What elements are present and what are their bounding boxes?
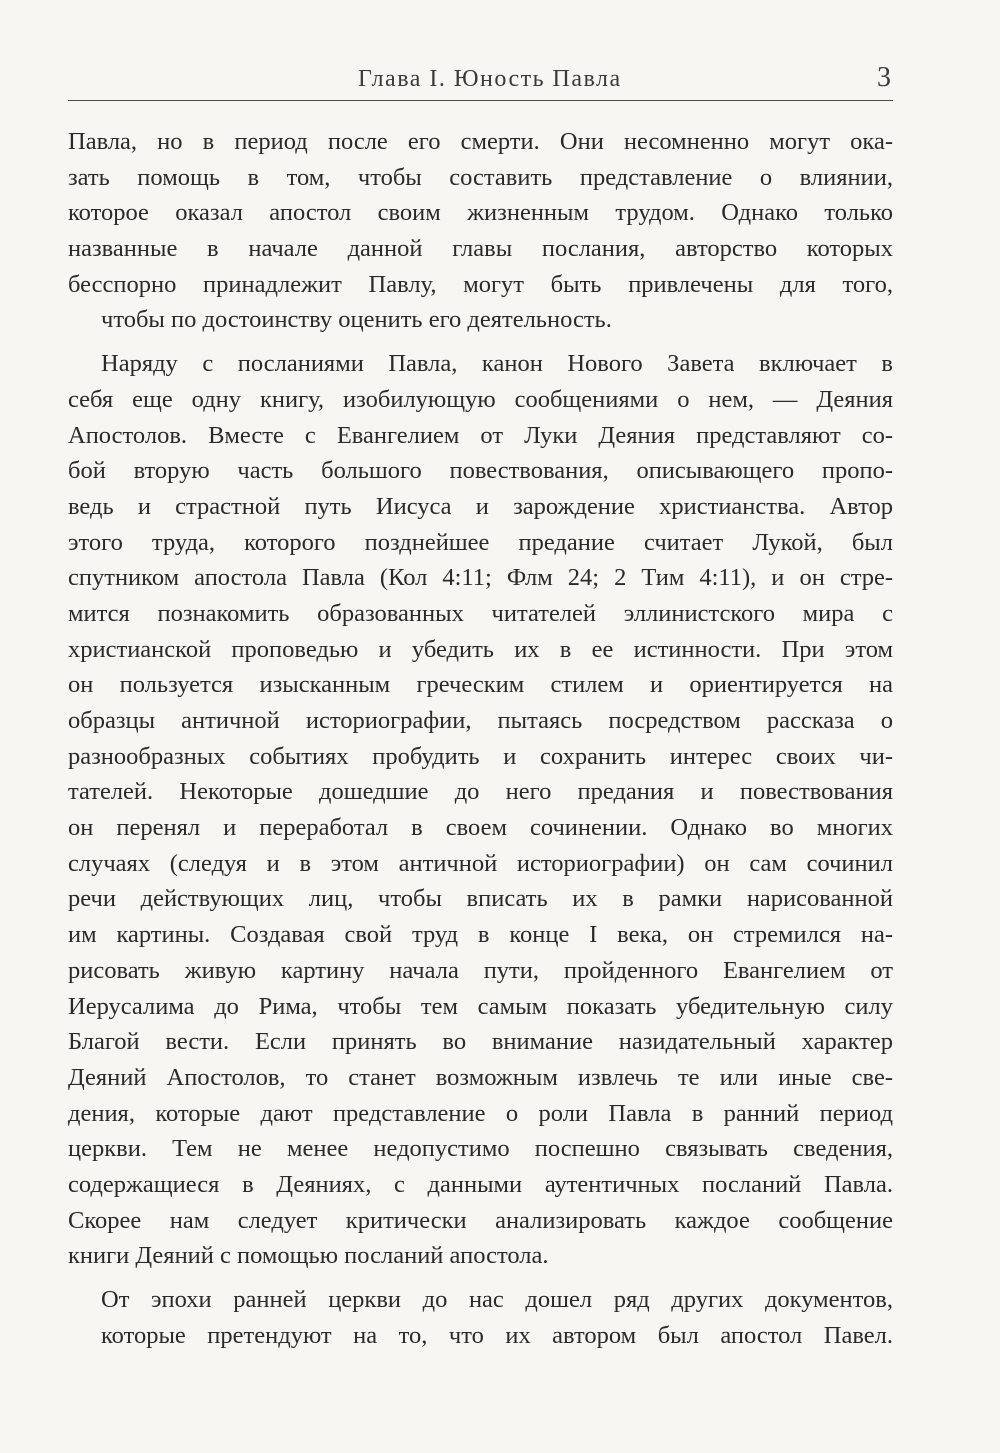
text-line: Наряду с посланиями Павла, канон Нового Завета включает в — [101, 350, 893, 378]
text-line: Скорее нам следует критически анализировать каждое сообщение — [68, 1206, 893, 1234]
text-line: рисовать живую картину начала пути, пройденного Евангелием от — [68, 956, 893, 984]
text-line: мится познакомить образованных читателей эллинистского мира с — [68, 599, 893, 627]
text-line: Павла, но в период после его смерти. Они несомненно могут ока- — [68, 128, 893, 155]
text-line: он пользуется изысканным греческим стилем и ориентируется на — [68, 671, 893, 699]
text-line: Благой вести. Если принять во внимание назидательный характер — [68, 1028, 893, 1056]
paragraph-1 — [68, 124, 893, 338]
text-line: содержащиеся в Деяниях, с данными аутентичных посланий Павла. — [68, 1170, 893, 1198]
text-line: Апостолов. Вместе с Евангелием от Луки Деяния представляют со- — [68, 421, 893, 449]
text-line: бесспорно принадлежит Павлу, могут быть привлечены для того, — [68, 270, 893, 298]
running-title: Глава I. Юность Павла — [358, 66, 622, 92]
text-line: церкви. Тем не менее недопустимо поспешно связывать сведения, — [68, 1135, 893, 1163]
text-line: Деяний Апостолов, то станет возможным извлечь те или иные све- — [68, 1063, 893, 1091]
text-line: чтобы по достоинству оценить его деятельность. — [101, 306, 612, 334]
text-line: образцы античной историографии, пытаясь посредством рассказа о — [68, 707, 893, 734]
text-line: он перенял и переработал в своем сочинении. Однако во многих — [68, 814, 893, 842]
text-line: спутником апостола Павла (Кол 4:11; Флм 24; 2 Тим 4:11), и он стре- — [68, 564, 893, 592]
text-body — [68, 124, 893, 1361]
page-number: 3 — [877, 62, 891, 93]
text-line: им картины. Создавая свой труд в конце I века, он стремился на- — [68, 921, 893, 949]
text-line: речи действующих лиц, чтобы вписать их в рамки нарисованной — [68, 885, 893, 913]
text-line: названные в начале данной главы послания, авторство которых — [68, 235, 893, 263]
text-line: тателей. Некоторые дошедшие до него предания и повествования — [68, 778, 893, 806]
paragraph-2 — [68, 346, 893, 1274]
text-line: книги Деяний с помощью посланий апостола. — [68, 1242, 549, 1270]
text-line: себя еще одну книгу, изобилующую сообщениями о нем, — Деяния — [68, 385, 893, 413]
text-line: ведь и страстной путь Иисуса и зарождение христианства. Автор — [68, 492, 893, 520]
text-line: которое оказал апостол своим жизненным трудом. Однако только — [68, 199, 893, 227]
text-line: Иерусалима до Рима, чтобы тем самым показать убедительную силу — [68, 992, 893, 1020]
text-line: бой вторую часть большого повествования, описывающего пропо- — [68, 457, 893, 485]
text-line: От эпохи ранней церкви до нас дошел ряд других документов, — [101, 1286, 893, 1313]
text-line: случаях (следуя и в этом античной историографии) он сам сочинил — [68, 849, 893, 877]
text-line: которые претендуют на то, что их автором был апостол Павел. — [101, 1321, 893, 1349]
paragraph-3 — [68, 1282, 893, 1353]
text-line: разнообразных событиях пробудить и сохранить интерес своих чи- — [68, 742, 893, 770]
text-line: зать помощь в том, чтобы составить представление о влиянии, — [68, 163, 893, 191]
running-head — [68, 60, 893, 101]
text-line: этого труда, которого позднейшее предание считает Лукой, был — [68, 528, 893, 556]
text-line: христианской проповедью и убедить их в ее истинности. При этом — [68, 635, 893, 663]
text-line: дения, которые дают представление о роли Павла в ранний период — [68, 1099, 893, 1127]
